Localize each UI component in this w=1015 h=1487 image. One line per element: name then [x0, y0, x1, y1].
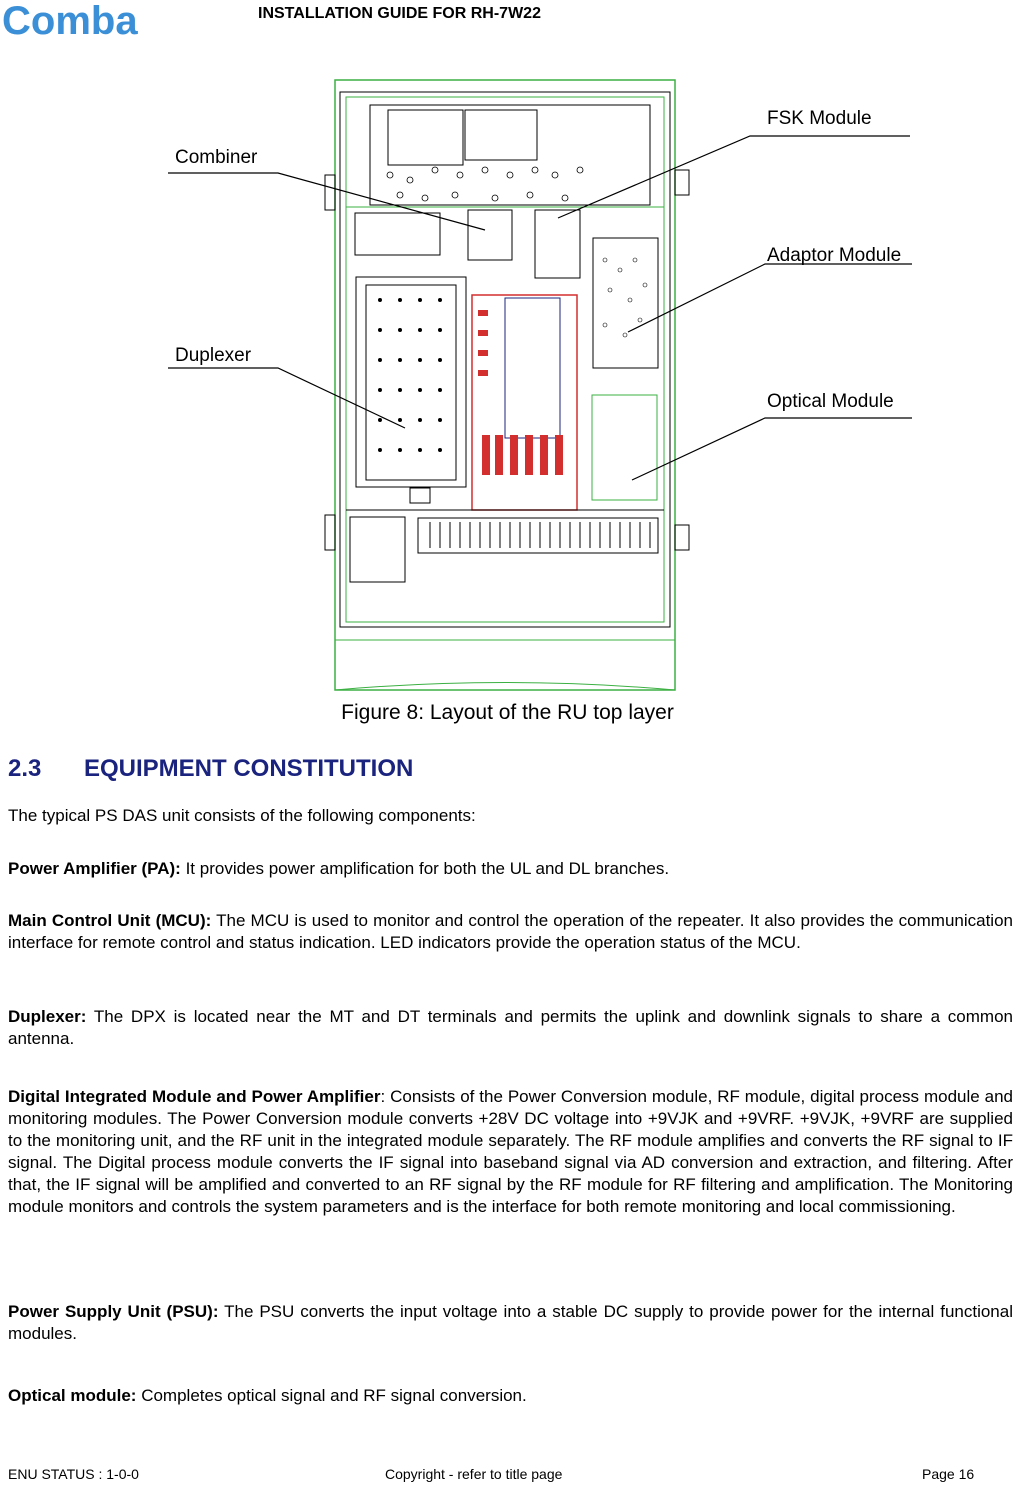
- optical-term: Optical module:: [8, 1386, 137, 1405]
- adaptor-module-label: Adaptor Module: [767, 245, 902, 266]
- duplexer-term: Duplexer:: [8, 1007, 87, 1026]
- duplexer-leader: [168, 368, 405, 428]
- footer-page-number: Page 16: [922, 1466, 975, 1482]
- duplexer-text: The DPX is located near the MT and DT terminals and permits the uplink and downlink signals to share a common antenna.: [8, 1007, 1013, 1048]
- fsk-module-label: FSK Module: [767, 108, 872, 129]
- psu-text: The PSU converts the input voltage into a stable DC supply to provide power for the internal functional modules.: [8, 1302, 1013, 1343]
- section-title: EQUIPMENT CONSTITUTION: [84, 755, 414, 782]
- fsk-leader: [558, 136, 910, 218]
- psu-term: Power Supply Unit (PSU):: [8, 1302, 219, 1321]
- optical-paragraph: [8, 1385, 1013, 1407]
- footer-copyright: Copyright - refer to title page: [385, 1466, 563, 1482]
- logo-text: Comba: [2, 0, 138, 42]
- duplexer-label: Duplexer: [175, 345, 252, 366]
- intro-paragraph: The typical PS DAS unit consists of the following components:: [8, 806, 476, 825]
- optical-text: Completes optical signal and RF signal conversion.: [136, 1386, 527, 1405]
- comba-logo: [0, 0, 185, 42]
- pa-text: It provides power amplification for both the UL and DL branches.: [180, 859, 670, 878]
- combiner-leader: [168, 173, 485, 230]
- adaptor-leader: [628, 264, 912, 332]
- document-title: INSTALLATION GUIDE FOR RH-7W22: [258, 5, 541, 22]
- combiner-label: Combiner: [175, 147, 258, 168]
- mcu-term: Main Control Unit (MCU):: [8, 911, 212, 930]
- pa-term: Power Amplifier (PA):: [8, 859, 181, 878]
- digital-module-paragraph: [8, 1086, 1013, 1218]
- mcu-paragraph: [8, 910, 1013, 954]
- ru-layout-drawing: [160, 70, 920, 695]
- footer-status: ENU STATUS : 1-0-0: [8, 1466, 139, 1482]
- section-number: 2.3: [8, 755, 42, 782]
- pa-paragraph: [8, 858, 1013, 880]
- mcu-text: The MCU is used to monitor and control the operation of the repeater. It also provides the communication interface for remote control and status indication. LED indicators provide the operation status of the MCU.: [8, 911, 1013, 952]
- digital-module-term: Digital Integrated Module and Power Amplifier: [8, 1087, 381, 1106]
- optical-leader: [632, 418, 912, 480]
- duplexer-paragraph: [8, 1006, 1013, 1050]
- figure-caption: Figure 8: Layout of the RU top layer: [341, 701, 674, 724]
- optical-module-label: Optical Module: [767, 391, 894, 412]
- psu-paragraph: [8, 1301, 1013, 1345]
- digital-module-text: : Consists of the Power Conversion module, RF module, digital process module and monitoring modules. The Power Conversion module converts +28V DC voltage into +9VJK and +9VRF. +9VJK, +9VRF are supplied to the monitoring unit, and the RF unit in the integrated module separately. The RF module amplifies and converts the RF signal to IF signal. The Digital process module converts the IF signal into baseband signal via AD conversion and extraction, and filtering. After that, the IF signal will be amplified and converted to an RF signal by the RF module for RF filtering and amplification. The Monitoring module monitors and controls the system parameters and is the interface for both remote monitoring and local commissioning.: [8, 1087, 1013, 1216]
